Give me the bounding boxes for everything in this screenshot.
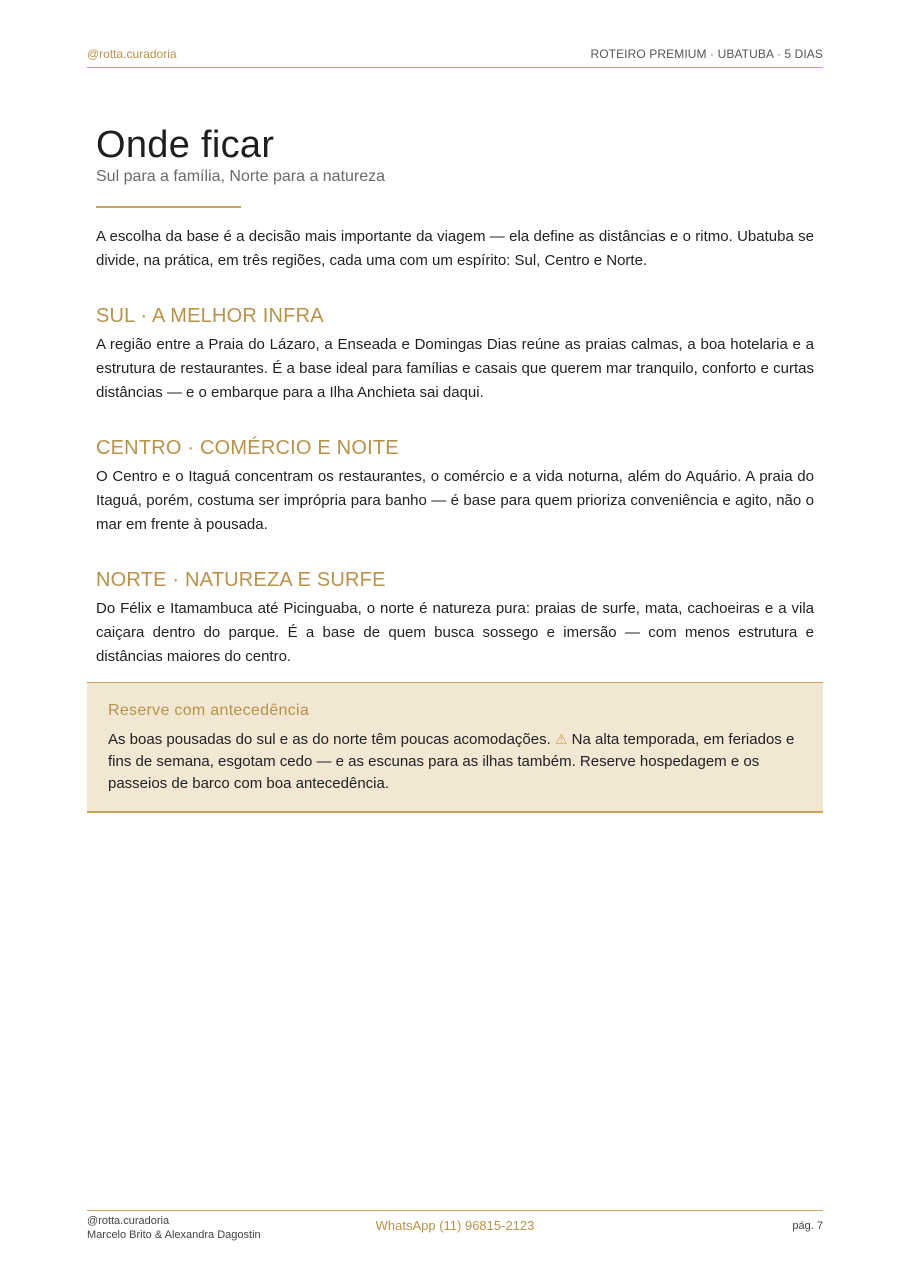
- title-underline: [96, 206, 241, 208]
- section-heading-sul: SUL · A MELHOR INFRA: [96, 305, 324, 327]
- section-sul: [96, 303, 814, 405]
- section-norte: [96, 567, 814, 669]
- intro-paragraph: A escolha da base é a decisão mais importante da viagem — ela define as distâncias e o ritmo. Ubatuba se divide, na prática, em três regiões, cada uma com um espírito: Sul, Centro e Norte.: [96, 228, 814, 269]
- page-content: [96, 122, 814, 669]
- page-subtitle: Sul para a família, Norte para a natureza: [96, 168, 386, 185]
- header-document-label: ROTEIRO PREMIUM · UBATUBA · 5 DIAS: [590, 47, 823, 61]
- callout-body-before: As boas pousadas do sul e as do norte têm poucas acomodações.: [108, 731, 555, 748]
- section-body-norte: Do Félix e Itamambuca até Picinguaba, o norte é natureza pura: praias de surfe, mata, cachoeiras e a vila caiçara dentro do parque. É a base de quem busca sossego e imersão — com menos estrutura e distâncias maiores do centro.: [96, 600, 814, 665]
- warning-icon: ⚠: [554, 732, 568, 748]
- footer-handle: @rotta.curadoria: [87, 1215, 170, 1227]
- section-heading-norte: NORTE · NATUREZA E SURFE: [96, 569, 386, 591]
- section-body-centro: O Centro e o Itaguá concentram os restaurantes, o comércio e a vida noturna, além do Aquário. A praia do Itaguá, porém, costuma ser imprópria para banho — é base para quem prioriza conveniência e agito, não o mar em frente à pousada.: [96, 468, 814, 533]
- page-title: Onde ficar: [96, 124, 275, 166]
- callout-title: Reserve com antecedência: [108, 702, 310, 719]
- footer-whatsapp: WhatsApp (11) 96815-2123: [375, 1218, 535, 1233]
- callout-body: [108, 729, 802, 795]
- running-header: [87, 46, 823, 68]
- section-heading-centro: CENTRO · COMÉRCIO E NOITE: [96, 437, 399, 459]
- section-centro: [96, 435, 814, 537]
- footer-page-number: pág. 7: [792, 1220, 823, 1232]
- callout-body-after: Na alta temporada, em feriados e fins de semana, esgotam cedo — e as escunas para as ilhas também. Reserve hospedagem e os passeios de barco com boa antecedência.: [108, 731, 795, 792]
- running-footer: [87, 1210, 823, 1251]
- footer-authors: Marcelo Brito & Alexandra Dagostin: [87, 1229, 261, 1241]
- section-body-sul: A região entre a Praia do Lázaro, a Enseada e Domingas Dias reúne as praias calmas, a boa hotelaria e a estrutura de restaurantes. É a base ideal para famílias e casais que querem mar tranquilo, conforto e curtas distâncias — e o embarque para a Ilha Anchieta sai daqui.: [96, 336, 814, 401]
- header-handle: @rotta.curadoria: [87, 47, 177, 61]
- reservation-callout: [87, 682, 823, 813]
